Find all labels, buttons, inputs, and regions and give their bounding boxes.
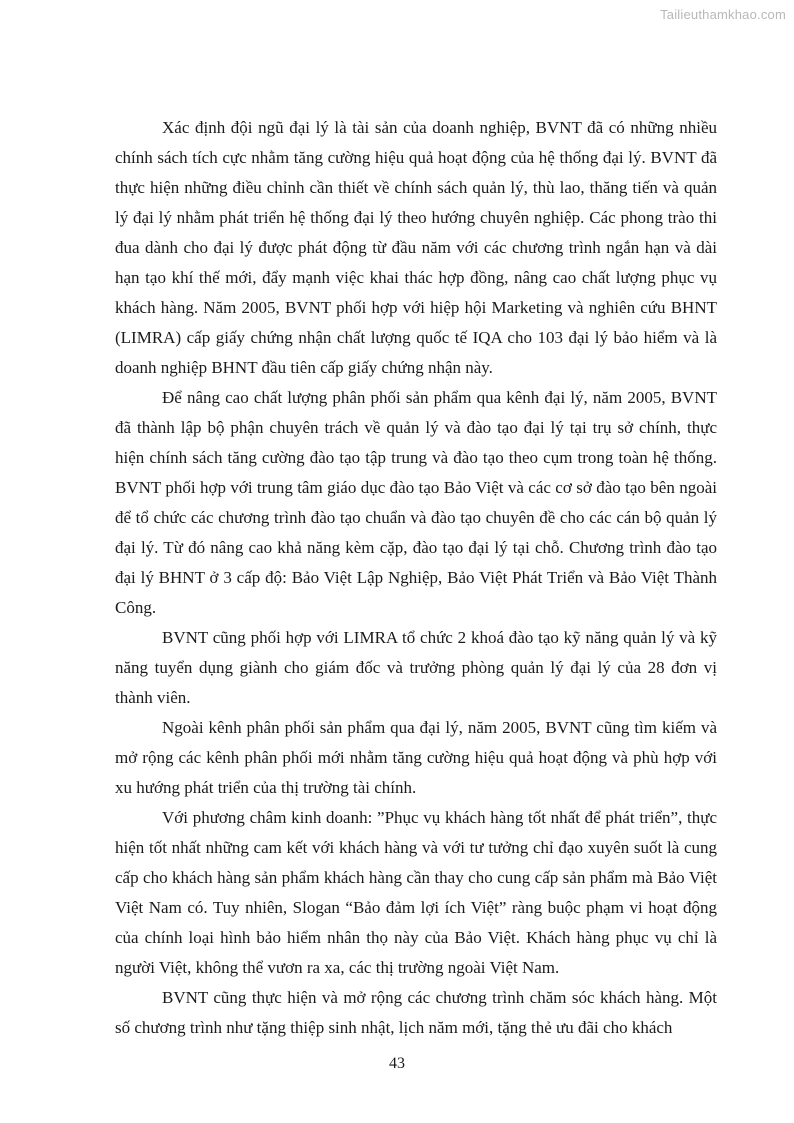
paragraph: BVNT cũng phối hợp với LIMRA tổ chức 2 khoá đào tạo kỹ năng quản lý và kỹ năng tuyển dụng giành cho giám đốc và trưởng phòng quản lý đại lý của 28 đơn vị thành viên. [115, 628, 717, 707]
watermark-text: Tailieuthamkhao.com [660, 7, 786, 22]
paragraph: Để nâng cao chất lượng phân phối sản phẩm qua kênh đại lý, năm 2005, BVNT đã thành lập bộ phận chuyên trách về quản lý và đào tạo đại lý tại trụ sở chính, thực hiện chính sách tăng cường đào tạo tập trung và đào tạo theo cụm trong toàn hệ thống. BVNT phối hợp với trung tâm giáo dục đào tạo Bảo Việt và các cơ sở đào tạo bên ngoài để tổ chức các chương trình đào tạo chuẩn và đào tạo chuyên đề cho các cán bộ quản lý đại lý. Từ đó nâng cao khả năng kèm cặp, đào tạo đại lý tại chỗ. Chương trình đào tạo đại lý BHNT ở 3 cấp độ: Bảo Việt Lập Nghiệp, Bảo Việt Phát Triển và Bảo Việt Thành Công. [115, 388, 717, 617]
paragraph: Xác định đội ngũ đại lý là tài sản của doanh nghiệp, BVNT đã có những nhiều chính sách tích cực nhằm tăng cường hiệu quả hoạt động của hệ thống đại lý. BVNT đã thực hiện những điều chỉnh cần thiết về chính sách quản lý, thù lao, thăng tiến và quản lý đại lý nhằm phát triển hệ thống đại lý theo hướng chuyên nghiệp. Các phong trào thi đua dành cho đại lý được phát động từ đầu năm với các chương trình ngắn hạn và dài hạn tạo khí thế mới, đẩy mạnh việc khai thác hợp đồng, nâng cao chất lượng phục vụ khách hàng. Năm 2005, BVNT phối hợp với hiệp hội Marketing và nghiên cứu BHNT (LIMRA) cấp giấy chứng nhận chất lượng quốc tế IQA cho 103 đại lý bảo hiểm và là doanh nghiệp BHNT đầu tiên cấp giấy chứng nhận này. [115, 118, 717, 377]
page-number: 43 [389, 1055, 405, 1072]
paragraph: Ngoài kênh phân phối sản phẩm qua đại lý, năm 2005, BVNT cũng tìm kiếm và mở rộng các kênh phân phối mới nhằm tăng cường hiệu quả hoạt động và phù hợp với xu hướng phát triển của thị trường tài chính. [115, 718, 717, 797]
paragraph: Với phương châm kinh doanh: ”Phục vụ khách hàng tốt nhất để phát triển”, thực hiện tốt nhất những cam kết với khách hàng và với tư tưởng chỉ đạo xuyên suốt là cung cấp cho khách hàng sản phẩm khách hàng cần thay cho cung cấp sản phẩm mà Bảo Việt Việt Nam có. Tuy nhiên, Slogan “Bảo đảm lợi ích Việt” ràng buộc phạm vi hoạt động của chính loại hình bảo hiểm nhân thọ này của Bảo Việt. Khách hàng phục vụ chỉ là người Việt, không thể vươn ra xa, các thị trường ngoài Việt Nam. [115, 808, 717, 977]
paragraph: BVNT cũng thực hiện và mở rộng các chương trình chăm sóc khách hàng. Một số chương trình như tặng thiệp sinh nhật, lịch năm mới, tặng thẻ ưu đãi cho khách [115, 988, 717, 1037]
document-body [115, 113, 717, 1043]
